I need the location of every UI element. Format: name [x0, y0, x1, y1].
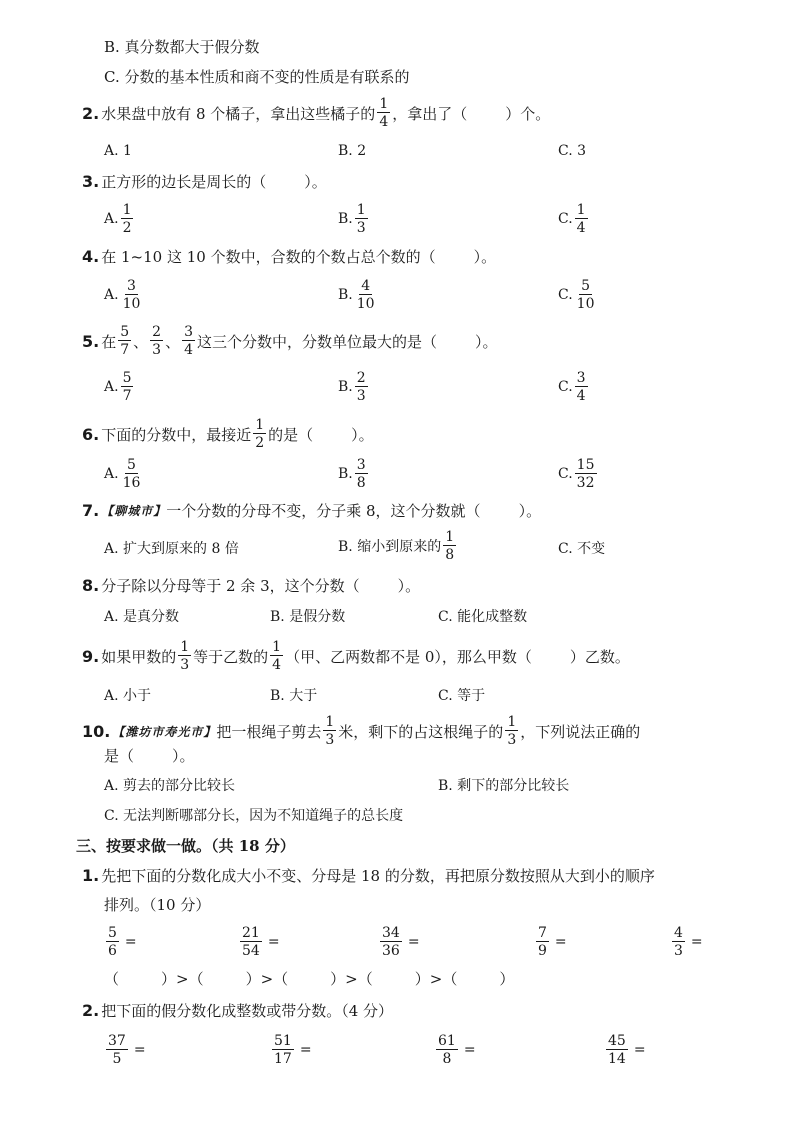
q5-option-a: A. $\frac{5}{7}$ [104, 370, 132, 404]
question-number: 7. [82, 501, 100, 520]
question-4: 4. 在 1~10 这 10 个数中，合数的个数占总个数的（ ）。 [82, 247, 497, 266]
question-number: 1. [82, 866, 100, 885]
question-5: 5. 在 $\frac{5}{7}$ 、 $\frac{2}{3}$ 、 $\frac{3}{4}$ 这三个分数中，分数单位最大的是（ ）。 [82, 324, 498, 358]
question-7: 7. 【聊城市】 一个分数的分母不变，分子乘 8，这个分数就（ ）。 [82, 501, 542, 520]
s3q2-fraction-4: $\frac{45}{14}$ = [608, 1033, 646, 1067]
question-10-line2: 是（ ）。 [104, 747, 195, 765]
question-9: 9. 如果甲数的 $\frac{1}{3}$ 等于乙数的 $\frac{1}{4}$ （甲、乙两数都不是 0），那么甲数（ ）乙数。 [82, 639, 630, 673]
fraction: $\frac{1}{4}$ [379, 96, 389, 130]
question-number: 3. [82, 172, 100, 191]
q6-option-b: B. $\frac{3}{8}$ [338, 457, 366, 491]
q1-option-c: C. 分数的基本性质和商不变的性质是有联系的 [104, 68, 410, 86]
s3q1-fraction-5: $\frac{4}{3}$ = [674, 925, 703, 959]
s3-question-1: 1. 先把下面的分数化成大小不变、分母是 18 的分数，再把原分数按照从大到小的顺序 [82, 866, 655, 885]
question-number: 2. [82, 103, 100, 123]
q2-option-a: A. 1 [104, 143, 132, 159]
q8-option-a: A. 是真分数 [104, 609, 180, 625]
q8-option-b: B. 是假分数 [270, 609, 346, 625]
q4-option-c: C. $\frac{5}{10}$ [558, 278, 595, 312]
question-6: 6. 下面的分数中，最接近 $\frac{1}{2}$ 的是（ ）。 [82, 417, 374, 451]
q2-option-c: C. 3 [558, 143, 587, 159]
q10-option-c: C. 无法判断哪部分长，因为不知道绳子的总长度 [104, 808, 404, 824]
question-number: 9. [82, 646, 100, 666]
q8-option-c: C. 能化成整数 [438, 609, 528, 625]
s3-question-2: 2. 把下面的假分数化成整数或带分数。（4 分） [82, 1001, 394, 1020]
q10-option-b: B. 剩下的部分比较长 [438, 778, 570, 794]
q3-option-c: C. $\frac{1}{4}$ [558, 202, 586, 236]
s3q1-fraction-3: $\frac{34}{36}$ = [382, 925, 420, 959]
q5-option-b: B. $\frac{2}{3}$ [338, 370, 366, 404]
s3q2-fraction-2: $\frac{51}{17}$ = [274, 1033, 312, 1067]
question-number: 8. [82, 576, 100, 595]
q7-option-a: A. 扩大到原来的 8 倍 [104, 541, 239, 557]
s3q2-fraction-1: $\frac{37}{5}$ = [108, 1033, 146, 1067]
s3q2-fraction-3: $\frac{61}{8}$ = [438, 1033, 476, 1067]
q9-option-b: B. 大于 [270, 688, 318, 704]
q3-option-b: B. $\frac{1}{3}$ [338, 202, 366, 236]
q1-option-b: B. 真分数都大于假分数 [104, 38, 260, 56]
s3q1-fraction-4: $\frac{7}{9}$ = [538, 925, 567, 959]
q9-option-c: C. 等于 [438, 688, 486, 704]
q2-option-b: B. 2 [338, 143, 367, 159]
question-8: 8. 分子除以分母等于 2 余 3，这个分数（ ）。 [82, 576, 421, 595]
question-number: 5. [82, 331, 100, 351]
q4-option-b: B. $\frac{4}{10}$ [338, 278, 375, 312]
question-number: 6. [82, 424, 100, 444]
s3q1-fraction-2: $\frac{21}{54}$ = [242, 925, 280, 959]
q4-option-a: A. $\frac{3}{10}$ [104, 278, 141, 312]
question-2: 2. 水果盘中放有 8 个橘子，拿出这些橘子的 $\frac{1}{4}$ ，拿出了（ ）个。 [82, 96, 551, 130]
region-tag: 【潍坊市寿光市】 [112, 724, 217, 739]
q6-option-a: A. $\frac{5}{16}$ [104, 457, 141, 491]
question-3: 3. 正方形的边长是周长的（ ）。 [82, 172, 327, 191]
q6-option-c: C. $\frac{15}{32}$ [558, 457, 595, 491]
question-10: 10. 【潍坊市寿光市】 把一根绳子剪去 $\frac{1}{3}$ 米，剩下的占这根绳子的 $\frac{1}{3}$ ，下列说法正确的 [82, 714, 641, 748]
q3-option-a: A. $\frac{1}{2}$ [104, 202, 132, 236]
q9-option-a: A. 小于 [104, 688, 152, 704]
s3q1-order-row: （ ）>（ ）>（ ）>（ ）>（ ） [104, 970, 515, 988]
q7-option-b: B. 缩小到原来的 $\frac{1}{8}$ [338, 529, 455, 563]
q10-option-a: A. 剪去的部分比较长 [104, 778, 236, 794]
s3q1-fraction-1: $\frac{5}{6}$ = [108, 925, 137, 959]
question-number: 10. [82, 721, 111, 741]
region-tag: 【聊城市】 [101, 504, 167, 518]
section-3-heading: 三、按要求做一做。（共 18 分） [76, 837, 295, 855]
question-number: 2. [82, 1001, 100, 1020]
q7-option-c: C. 不变 [558, 541, 606, 557]
question-number: 4. [82, 247, 100, 266]
s3-question-1-line2: 排列。（10 分） [104, 896, 211, 914]
q5-option-c: C. $\frac{3}{4}$ [558, 370, 586, 404]
